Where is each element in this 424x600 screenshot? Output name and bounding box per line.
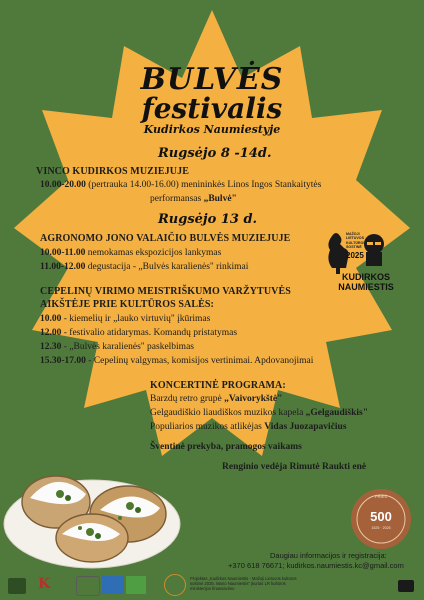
logo-text-line: LIETUVOS <box>346 236 364 241</box>
project-note: Projektas „Kudirkos Naumiestis - Mažoji Lietuvos kultūros sostinė 2025. Mano Naumiestis" įkurtas LR kultūros ministerijos finansavimu <box>190 576 297 591</box>
partner-logo <box>164 574 186 596</box>
festival-subtitle: Kudirkos Naumiestyje <box>143 123 281 136</box>
concert-performer-name: „Gelgaudiškis" <box>305 408 368 418</box>
contest-item-text: - Cepelinų valgymas, komisijos vertinimai. Apdovanojimai <box>85 356 314 366</box>
day2-item-time: 10.00-11.00 <box>40 248 86 258</box>
concert-performer-name: „Vaivorykštė" <box>224 394 283 404</box>
day1-performance-label: performansas <box>150 194 204 204</box>
contest-item <box>40 328 237 338</box>
partner-logo <box>126 576 146 594</box>
contest-heading: CEPELINŲ VIRIMO MEISTRIŠKUMO VARŽYTUVĖS <box>40 286 291 297</box>
partner-logo <box>76 576 100 596</box>
day1-time: 10.00-20.00 <box>40 180 86 190</box>
day2-item-text: nemokamas ekspozicijos lankymas <box>85 248 222 258</box>
contest-item-text: - festivalio atidarymas. Komandų pristatymas <box>61 328 238 338</box>
contest-item-text: - „Bulvės karalienės" paskelbimas <box>61 342 194 352</box>
partner-logo <box>102 576 124 594</box>
trade-note: Šventinė prekyba, pramogos vaikams <box>150 442 302 452</box>
contact-label: Daugiau informacijos ir registracija: <box>270 551 387 560</box>
concert-performer-label: Populiarios muzikos atlikėjas <box>150 422 265 432</box>
contact-details: +370 618 76671; kudirkos.naumiestis.kc@gmail.com <box>228 561 404 570</box>
contest-item-time: 10.00 <box>40 314 62 324</box>
day1-venue: VINCO KUDIRKOS MUZIEJUJE <box>36 166 189 177</box>
festival-title-festivalis: festivalis <box>141 92 283 125</box>
day1-line1 <box>40 180 321 190</box>
logo-year: 2025 <box>346 251 364 260</box>
contest-item-time: 12.00 <box>40 328 62 338</box>
logo-text-line: SOSTINĖ <box>346 245 362 250</box>
day1-performance-title: „Bulvė" <box>203 194 237 204</box>
contest-item-time: 12.30 <box>40 342 62 352</box>
concert-performer-label: Barzdų retro grupė <box>150 394 225 404</box>
contest-item-time: 15.30-17.00 <box>40 356 86 366</box>
potato-dish-illustration <box>0 428 200 578</box>
logo-name <box>324 272 408 292</box>
contest-item <box>40 314 210 324</box>
logo-text-line: KULTŪROS <box>346 240 366 245</box>
day2-item-time: 11.00-12.00 <box>40 262 86 272</box>
partner-logo: K <box>38 576 51 592</box>
contest-item-text: - kiemelių ir „lauko virtuvių" įkūrimas <box>61 314 211 324</box>
seal-sub: 1525 · 2025 <box>371 526 391 530</box>
seal-number: 500 <box>370 509 392 524</box>
concert-line <box>150 408 368 418</box>
day2-item-text: degustacija - „Bulvės karalienės" rinkimai <box>85 262 249 272</box>
day2-item <box>40 262 248 272</box>
festival-title-bulves: BULVĖS <box>140 62 284 97</box>
concert-performer-name: Vidas Juozapavičius <box>264 422 347 432</box>
logo-text-line: MAŽOJI <box>346 232 360 236</box>
day2-venue: AGRONOMO JONO VALAIČIO BULVĖS MUZIEJUJE <box>40 233 291 244</box>
day1-date: Rugsėjo 8 -14d. <box>158 146 272 161</box>
day1-desc: (pertrauka 14.00-16.00) menininkės Linos Ingos Stankaitytės <box>85 180 322 190</box>
partner-logo <box>8 578 26 594</box>
logo-name-line1: KUDIRKOS <box>341 272 390 282</box>
seal-top-text: PRIEŠ <box>374 494 387 499</box>
logo-name-line2: NAUMIESTIS <box>338 282 394 292</box>
day1-line2 <box>150 194 237 204</box>
logo-small-text <box>346 232 366 250</box>
concert-heading: KONCERTINĖ PROGRAMA: <box>150 380 286 391</box>
event-host: Renginio vedėja Rimutė Raukti enė <box>222 462 367 472</box>
day2-date: Rugsėjo 13 d. <box>158 212 258 227</box>
contest-item <box>40 356 313 366</box>
day2-item <box>40 248 221 258</box>
contest-item <box>40 342 194 352</box>
concert-line <box>150 394 282 404</box>
contest-subheading: AIKŠTĖJE PRIE KULTŪROS SALĖS: <box>40 299 214 310</box>
camera-icon <box>398 580 414 592</box>
concert-performer-label: Gelgaudiškio liaudiškos muzikos kapela <box>150 408 306 418</box>
